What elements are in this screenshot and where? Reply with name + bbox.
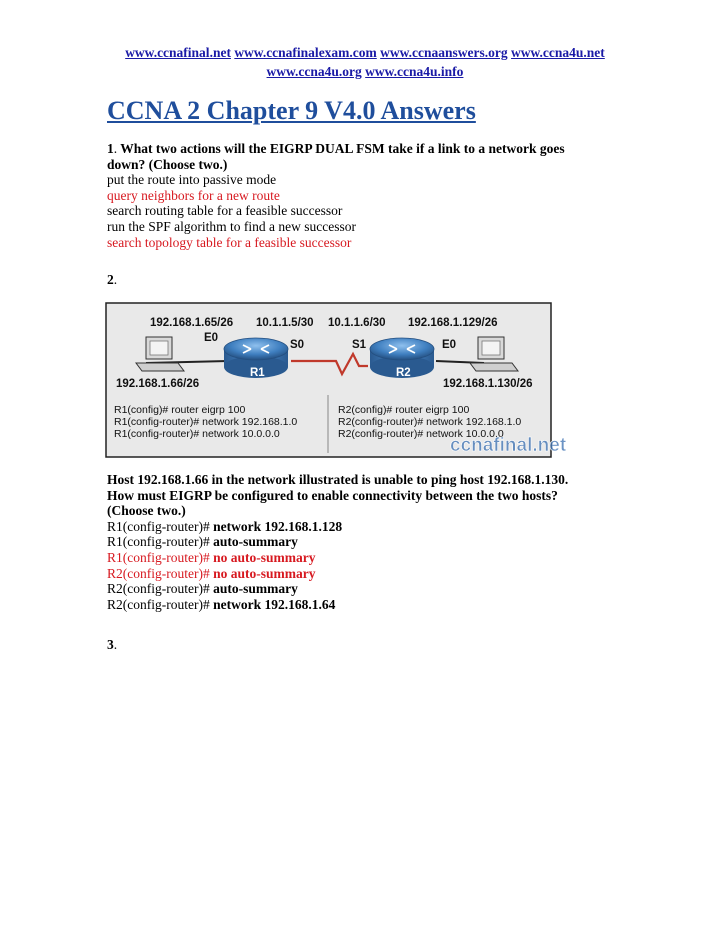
r2-e0-label: E0 (442, 339, 457, 351)
command-prompt: R1(config-router)# (107, 518, 214, 534)
r1-config-line: R1(config)# router eigrp 100 (114, 404, 246, 416)
command-text: network 192.168.1.128 (213, 518, 343, 534)
r2-s1-label: S1 (352, 339, 367, 351)
r1-e0-label: E0 (204, 332, 219, 344)
question-number-separator: . (113, 272, 118, 287)
command-prompt: R2(config-router)# (107, 581, 214, 597)
r1-name-label: R1 (250, 367, 265, 379)
command-text: auto-summary (213, 581, 298, 597)
question-number: 1 (107, 141, 114, 156)
r1-config-line: R1(config-router)# network 192.168.1.0 (114, 416, 298, 428)
r1-s0-label: S0 (290, 339, 305, 351)
answer-option: search routing table for a feasible successor (107, 203, 343, 219)
answer-option-correct (107, 566, 647, 582)
question-1 (107, 141, 647, 250)
question-2 (107, 472, 647, 612)
question-number-separator: . (113, 141, 118, 156)
command-prompt: R1(config-router)# (107, 534, 214, 550)
watermark-logo: ccnafinal.net (450, 435, 567, 456)
question-number: 2 (107, 272, 114, 287)
command-prompt: R2(config-router)# (107, 565, 214, 581)
r2-s1-ip-label: 10.1.1.6/30 (328, 317, 386, 329)
question-2-number (107, 272, 647, 288)
question-number-separator: . (113, 637, 118, 652)
r2-config-line: R2(config-router)# network 10.0.0.0 (338, 428, 504, 440)
r2-name-label: R2 (396, 367, 411, 379)
link-ccna4u-info[interactable]: www.ccna4u.info (365, 64, 464, 79)
host2-ip-label: 192.168.1.130/26 (443, 378, 533, 390)
r2-config-line: R2(config-router)# network 192.168.1.0 (338, 416, 522, 428)
header-links-line-2 (100, 62, 630, 81)
link-ccnafinalexam-com[interactable]: www.ccnafinalexam.com (234, 45, 377, 60)
page-title: CCNA 2 Chapter 9 V4.0 Answers (107, 96, 476, 125)
answer-option: put the route into passive mode (107, 172, 277, 188)
question-2-stem-line: Host 192.168.1.66 in the network illustrated is unable to ping host 192.168.1.130. (107, 472, 569, 487)
answer-option (107, 581, 647, 597)
host1-ip-label: 192.168.1.66/26 (116, 378, 200, 390)
command-prompt: R1(config-router)# (107, 549, 214, 565)
r1-config-line: R1(config-router)# network 10.0.0.0 (114, 428, 280, 440)
question-number: 3 (107, 637, 114, 652)
command-text: auto-summary (213, 534, 298, 550)
header-links (100, 43, 630, 81)
answer-option-correct: query neighbors for a new route (107, 187, 280, 203)
answer-option: run the SPF algorithm to find a new successor (107, 218, 356, 234)
answer-option (107, 597, 647, 613)
r2-config-line: R2(config)# router eigrp 100 (338, 404, 470, 416)
network-topology-diagram (106, 303, 567, 457)
r1-s0-ip-label: 10.1.1.5/30 (256, 317, 314, 329)
question-1-stem-line-2: down? (Choose two.) (107, 156, 228, 172)
answer-option (107, 519, 647, 535)
header-links-line-1 (100, 43, 630, 62)
question-3-number (107, 637, 647, 653)
question-2-stem-line: (Choose two.) (107, 503, 186, 519)
command-text: no auto-summary (213, 549, 316, 565)
host1-network-label: 192.168.1.65/26 (150, 317, 234, 329)
question-2-stem-line: How must EIGRP be configured to enable connectivity between the two hosts? (107, 487, 558, 503)
host2-network-label: 192.168.1.129/26 (408, 317, 498, 329)
command-text: no auto-summary (213, 565, 316, 581)
link-ccnafinal-net[interactable]: www.ccnafinal.net (125, 45, 231, 60)
command-prompt: R2(config-router)# (107, 596, 214, 612)
answer-option-correct (107, 550, 647, 566)
command-text: network 192.168.1.64 (213, 596, 336, 612)
link-ccnaanswers-org[interactable]: www.ccnaanswers.org (380, 45, 508, 60)
answer-option-correct: search topology table for a feasible successor (107, 234, 352, 250)
link-ccna4u-org[interactable]: www.ccna4u.org (266, 64, 362, 79)
question-1-stem-line-1 (107, 141, 647, 157)
answer-option (107, 534, 647, 550)
question-stem: What two actions will the EIGRP DUAL FSM take if a link to a network goes (117, 141, 565, 156)
link-ccna4u-net[interactable]: www.ccna4u.net (511, 45, 605, 60)
